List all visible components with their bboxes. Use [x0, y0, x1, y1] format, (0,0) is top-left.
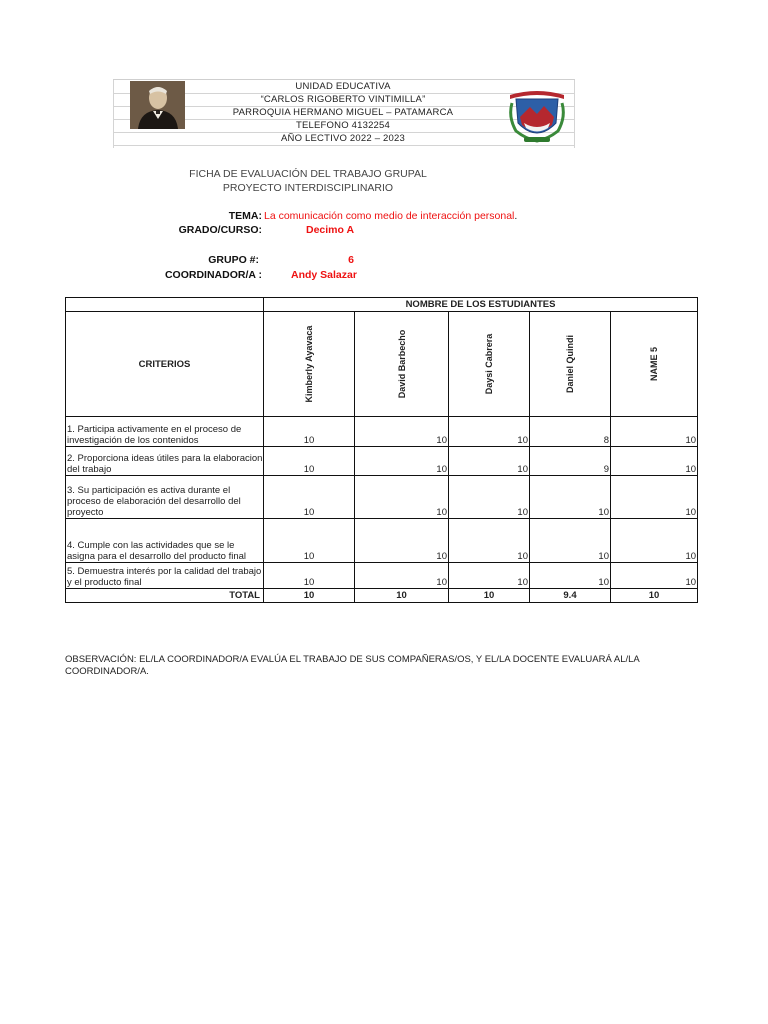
- criterion-text: 3. Su participación es activa durante el proceso de elaboración del desarrollo del proyecto: [66, 476, 264, 519]
- score-cell: 10: [530, 563, 611, 589]
- school-year: AÑO LECTIVO 2022 – 2023: [281, 133, 405, 144]
- score-cell: 10: [355, 476, 449, 519]
- table-row: [66, 417, 698, 447]
- tema-value: La comunicación como medio de interacción personal: [264, 210, 515, 222]
- school-header: [113, 79, 575, 148]
- score-cell: 10: [449, 447, 530, 476]
- student-name: Kimberly Ayavaca: [304, 325, 314, 403]
- criterion-text: 5. Demuestra interés por la calidad del trabajo y el producto final: [66, 563, 264, 589]
- table-header-row: [66, 298, 698, 312]
- table-row: [66, 476, 698, 519]
- table-row: [66, 563, 698, 589]
- score-cell: 10: [355, 417, 449, 447]
- score-cell: 10: [355, 563, 449, 589]
- student-name-cell: [530, 312, 611, 417]
- score-cell: 10: [611, 447, 698, 476]
- criteria-header: CRITERIOS: [66, 312, 264, 417]
- score-cell: 10: [264, 417, 355, 447]
- score-cell: 10: [449, 417, 530, 447]
- tema-period: .: [514, 210, 518, 222]
- student-name: Daniel Quindi: [565, 334, 575, 394]
- total-cell: 9.4: [530, 589, 611, 603]
- score-cell: 10: [611, 519, 698, 563]
- score-cell: 10: [355, 447, 449, 476]
- grado-label: GRADO/CURSO:: [178, 224, 262, 236]
- form-title: FICHA DE EVALUACIÓN DEL TRABAJO GRUPAL: [189, 168, 427, 180]
- student-name-cell: [355, 312, 449, 417]
- tema-row: [160, 210, 720, 222]
- student-name-cell: [264, 312, 355, 417]
- score-cell: 10: [611, 563, 698, 589]
- students-header: NOMBRE DE LOS ESTUDIANTES: [264, 298, 698, 312]
- student-names-row: [66, 312, 698, 417]
- total-cell: 10: [264, 589, 355, 603]
- student-name: NAME 5: [649, 346, 660, 382]
- total-cell: 10: [449, 589, 530, 603]
- total-cell: 10: [611, 589, 698, 603]
- criterion-text: 1. Participa activamente en el proceso de investigación de los contenidos: [66, 417, 264, 447]
- founder-portrait: [130, 81, 185, 129]
- grupo-label: GRUPO #:: [208, 254, 259, 266]
- criterion-text: 4. Cumple con las actividades que se le asigna para el desarrollo del producto final: [66, 519, 264, 563]
- coordinator-value: Andy Salazar: [291, 269, 357, 281]
- coordinator-label: COORDINADOR/A :: [164, 269, 262, 281]
- score-cell: 9: [530, 447, 611, 476]
- score-cell: 8: [530, 417, 611, 447]
- total-row: [66, 589, 698, 603]
- score-cell: 10: [611, 417, 698, 447]
- score-cell: 10: [449, 563, 530, 589]
- score-cell: 10: [355, 519, 449, 563]
- tema-label: TEMA:: [228, 210, 262, 222]
- total-cell: 10: [355, 589, 449, 603]
- score-cell: 10: [530, 476, 611, 519]
- blank-header-cell: [66, 298, 264, 312]
- school-phone: TELEFONO 4132254: [295, 120, 391, 131]
- table-row: [66, 447, 698, 476]
- school-type: UNIDAD EDUCATIVA: [295, 81, 391, 92]
- score-cell: 10: [264, 447, 355, 476]
- student-name: Daysi Cabrera: [484, 333, 494, 395]
- score-cell: 10: [264, 519, 355, 563]
- table-row: [66, 519, 698, 563]
- score-cell: 10: [264, 476, 355, 519]
- school-name: “CARLOS RIGOBERTO VINTIMILLA”: [260, 94, 426, 105]
- student-name: David Barbecho: [396, 329, 407, 399]
- score-cell: 10: [530, 519, 611, 563]
- score-cell: 10: [611, 476, 698, 519]
- observation-note: OBSERVACIÓN: EL/LA COORDINADOR/A EVALÚA EL TRABAJO DE SUS COMPAÑERAS/OS, Y EL/LA DOCENTE EVALUARÁ AL/LA COORDINADOR/A.: [65, 654, 640, 677]
- evaluation-table: [65, 297, 698, 603]
- score-cell: 10: [264, 563, 355, 589]
- criterion-text: 2. Proporciona ideas útiles para la elaboracion del trabajo: [66, 447, 264, 476]
- school-parish: PARROQUIA HERMANO MIGUEL – PATAMARCA: [232, 107, 454, 118]
- student-name-cell: [449, 312, 530, 417]
- score-cell: 10: [449, 519, 530, 563]
- student-name-cell: [611, 312, 698, 417]
- grupo-value: 6: [348, 254, 354, 266]
- total-label: TOTAL: [66, 589, 264, 603]
- form-subtitle: PROYECTO INTERDISCIPLINARIO: [222, 182, 394, 194]
- score-cell: 10: [449, 476, 530, 519]
- school-crest-icon: [506, 87, 568, 145]
- grado-value: Decimo A: [306, 224, 355, 236]
